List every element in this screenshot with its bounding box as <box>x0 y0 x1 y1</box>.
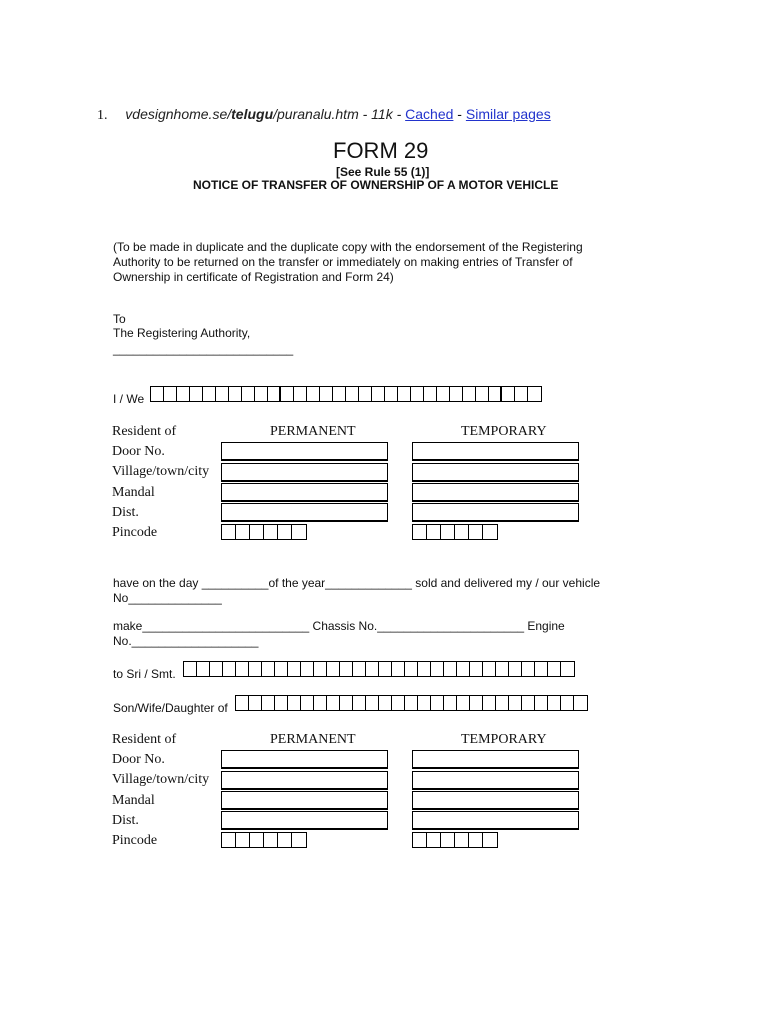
temporary-village-field-2[interactable] <box>412 771 579 790</box>
instruction-line-1: (To be made in duplicate and the duplicate copy with the endorsement of the Registering <box>113 240 583 254</box>
door-label-2: Door No. <box>112 752 165 767</box>
make-line-2: No.___________________ <box>113 634 259 648</box>
sold-line-1: have on the day __________of the year_____________ sold and delivered my / our vehicle <box>113 576 601 590</box>
temporary-mandal-field[interactable] <box>412 483 579 502</box>
permanent-village-field[interactable] <box>221 463 388 482</box>
resident-label: Resident of <box>112 424 177 439</box>
i-we-boxes[interactable] <box>150 386 542 402</box>
search-result-line: 1. vdesignhome.se/telugu/puranalu.htm - 11k - Cached - Similar pages <box>97 106 551 123</box>
village-label-2: Village/town/city <box>112 772 210 787</box>
permanent-door-field-2[interactable] <box>221 750 388 769</box>
temporary-dist-field[interactable] <box>412 503 579 522</box>
i-we-label: I / We <box>113 392 145 406</box>
permanent-door-field[interactable] <box>221 442 388 461</box>
son-of-label: Son/Wife/Daughter of <box>113 701 228 715</box>
pincode-label-2: Pincode <box>112 833 158 848</box>
form-title: FORM 29 <box>333 138 429 163</box>
temporary-header: TEMPORARY <box>461 424 547 439</box>
temporary-pincode-boxes[interactable] <box>412 524 498 540</box>
mandal-label-2: Mandal <box>112 793 155 808</box>
to-label: To <box>113 312 126 326</box>
permanent-dist-field[interactable] <box>221 503 388 522</box>
door-label: Door No. <box>112 444 165 459</box>
form-rule: [See Rule 55 (1)] <box>336 165 430 179</box>
son-of-boxes[interactable] <box>235 695 588 711</box>
temporary-door-field[interactable] <box>412 442 579 461</box>
permanent-village-field-2[interactable] <box>221 771 388 790</box>
instruction-line-2: Authority to be returned on the transfer or immediately on making entries of Transfer of <box>113 255 573 269</box>
permanent-dist-field-2[interactable] <box>221 811 388 830</box>
to-sri-boxes[interactable] <box>183 661 575 677</box>
authority-blank: ___________________________ <box>113 342 294 356</box>
cached-link[interactable]: Cached <box>405 106 454 122</box>
permanent-header: PERMANENT <box>270 424 356 439</box>
similar-pages-link[interactable]: Similar pages <box>465 106 551 122</box>
dist-label: Dist. <box>112 505 139 520</box>
result-number: 1. <box>97 108 108 123</box>
mandal-label: Mandal <box>112 485 155 500</box>
temporary-header-2: TEMPORARY <box>461 732 547 747</box>
result-url[interactable]: vdesignhome.se/telugu/puranalu.htm - 11k - <box>125 106 406 122</box>
dist-label-2: Dist. <box>112 813 139 828</box>
permanent-mandal-field-2[interactable] <box>221 791 388 810</box>
temporary-door-field-2[interactable] <box>412 750 579 769</box>
permanent-header-2: PERMANENT <box>270 732 356 747</box>
sold-line-2: No______________ <box>113 591 222 605</box>
to-sri-label: to Sri / Smt. <box>113 667 176 681</box>
permanent-pincode-boxes-2[interactable] <box>221 832 307 848</box>
form-heading: NOTICE OF TRANSFER OF OWNERSHIP OF A MOTOR VEHICLE <box>193 178 559 192</box>
pincode-label: Pincode <box>112 525 158 540</box>
temporary-mandal-field-2[interactable] <box>412 791 579 810</box>
permanent-pincode-boxes[interactable] <box>221 524 307 540</box>
temporary-dist-field-2[interactable] <box>412 811 579 830</box>
permanent-mandal-field[interactable] <box>221 483 388 502</box>
make-line-1: make_________________________ Chassis No.______________________ Engine <box>113 619 565 633</box>
temporary-pincode-boxes-2[interactable] <box>412 832 498 848</box>
authority-label: The Registering Authority, <box>113 326 251 340</box>
resident-label-2: Resident of <box>112 732 177 747</box>
village-label: Village/town/city <box>112 464 210 479</box>
instruction-line-3: Ownership in certificate of Registration and Form 24) <box>113 270 394 284</box>
temporary-village-field[interactable] <box>412 463 579 482</box>
